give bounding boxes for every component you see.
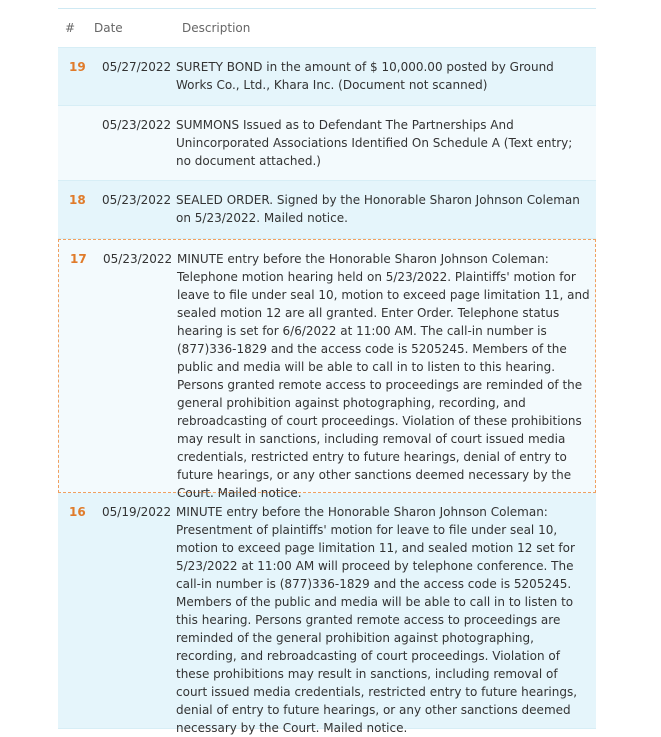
entry-number: 17 — [70, 252, 87, 266]
entry-description: SURETY BOND in the amount of $ 10,000.00 posted by Ground Works Co., Ltd., Khara Inc. (Document not scanned) — [176, 60, 554, 92]
entry-date: 05/23/2022 — [102, 118, 172, 132]
entry-number: 16 — [69, 505, 86, 519]
entry-description: SEALED ORDER. Signed by the Honorable Sharon Johnson Coleman on 5/23/2022. Mailed notice. — [176, 193, 580, 225]
entry-description: SUMMONS Issued as to Defendant The Partnerships And Unincorporated Associations Identified On Schedule A (Text entry; no document attached.) — [176, 118, 573, 168]
entry-date: 05/23/2022 — [103, 252, 173, 266]
entry-number: 19 — [69, 60, 86, 74]
column-header-number[interactable]: # — [65, 21, 76, 35]
column-header-date[interactable]: Date — [94, 21, 123, 35]
table-row[interactable] — [58, 106, 596, 181]
entry-description: MINUTE entry before the Honorable Sharon Johnson Coleman: Presentment of plaintiffs' motion for leave to file under seal 10, motion to exceed page limitation 11, and sealed motion 12 set for 5/23/2022 at 11:00 AM will proceed by telephone conference. The call-in number is (877)336-1829 and the access code is 5205245. Members of the public and media will be able to call in to listen to this hearing. Persons granted remote access to proceedings are reminded of the general prohibition against photographing, recording, and rebroadcasting of court proceedings. Violation of these prohibitions may result in sanctions, including removal of court issued media credentials, restricted entry to future hearings, denial of entry to future hearings, or any other sanctions deemed necessary by the Court. Mailed notice. — [176, 505, 578, 735]
table-row[interactable] — [58, 493, 596, 735]
entry-number: 18 — [69, 193, 86, 207]
entry-date: 05/27/2022 — [102, 60, 172, 74]
column-header-description[interactable]: Description — [182, 21, 251, 35]
table-header — [58, 9, 596, 48]
docket-table — [58, 8, 596, 735]
entry-description: MINUTE entry before the Honorable Sharon Johnson Coleman: Telephone motion hearing held on 5/23/2022. Plaintiffs' motion for leave to file under seal 10, motion to exceed page limitation 11, and sealed motion 12 are all granted. Enter Order. Telephone status hearing is set for 6/6/2022 at 11:00 AM. The call-in number is (877)336-1829 and the access code is 5205245. Members of the public and media will be able to call in to listen to this hearing. Persons granted remote access to proceedings are reminded of the general prohibition against photographing, recording, and rebroadcasting of court proceedings. Violation of these prohibitions may result in sanctions, including removal of court issued media credentials, restricted entry to future hearings, denial of entry to future hearings, or any other sanctions deemed necessary by the Court. Mailed notice. — [177, 252, 590, 500]
table-row[interactable] — [58, 239, 596, 500]
entry-date: 05/19/2022 — [102, 505, 172, 519]
table-row[interactable] — [58, 181, 596, 239]
table-row[interactable] — [58, 48, 596, 106]
entry-date: 05/23/2022 — [102, 193, 172, 207]
